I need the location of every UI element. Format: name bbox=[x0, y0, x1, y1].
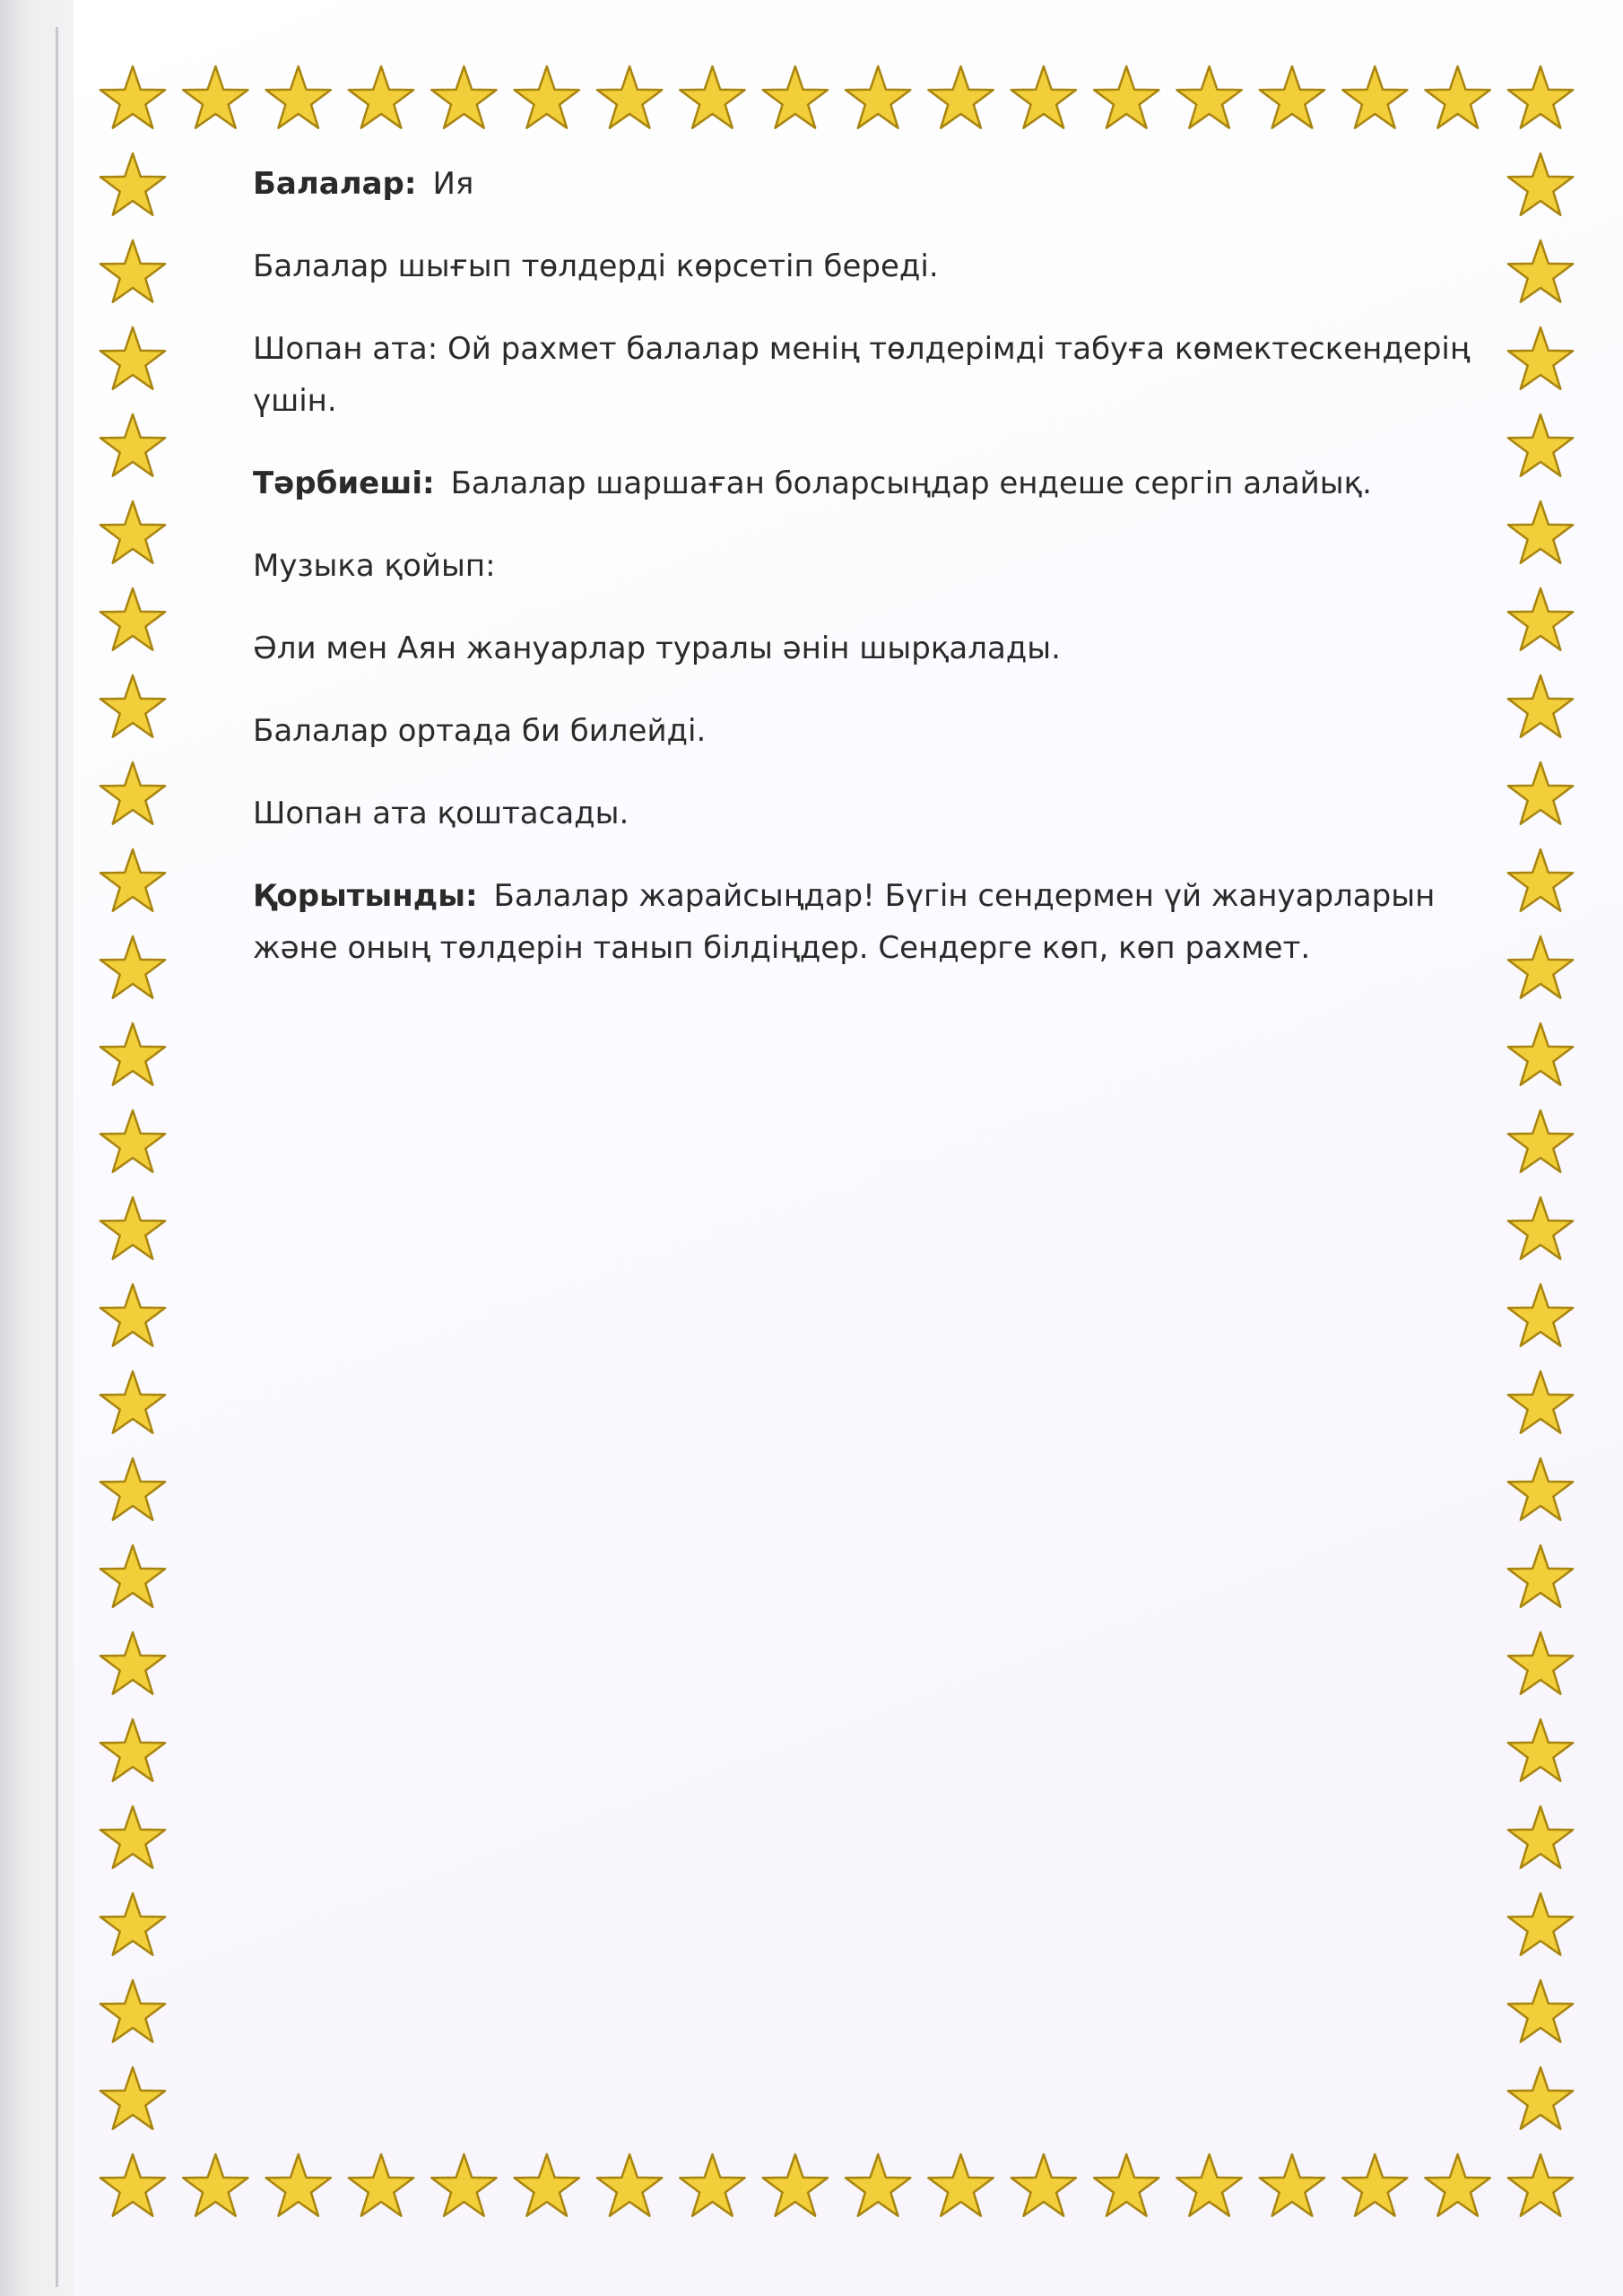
paragraph bbox=[253, 622, 1499, 674]
paragraph-text: Балалар ортада би билейді. bbox=[253, 713, 707, 749]
paragraph-text: Шопан ата қоштасады. bbox=[253, 796, 629, 831]
paragraph-text: Музыка қойып: bbox=[253, 548, 496, 584]
paragraph-text: Балалар шығып төлдерді көрсетіп береді. bbox=[253, 248, 939, 284]
paragraph-text: Балалар шаршаған боларсыңдар ендеше сергіп алайық. bbox=[450, 465, 1372, 501]
speaker-label: Тәрбиеші: bbox=[253, 465, 435, 501]
paragraph bbox=[253, 158, 1499, 210]
paragraph-text: Балалар жарайсыңдар! Бүгін сендермен үй жануарларын және оның төлдерін танып білдіңдер. Сендерге көп, көп рахмет. bbox=[253, 878, 1436, 966]
paragraph-text: Шопан ата: Ой рахмет балалар менің төлдерімді табуға көмектескендерің үшін. bbox=[253, 331, 1471, 419]
paragraph bbox=[253, 787, 1499, 839]
document-body bbox=[253, 158, 1499, 1004]
scan-edge bbox=[0, 0, 74, 2296]
paragraph bbox=[253, 457, 1499, 509]
paragraph-text: Ия bbox=[432, 166, 474, 202]
speaker-label: Қорытынды: bbox=[253, 878, 478, 914]
paragraph bbox=[253, 705, 1499, 757]
paragraph bbox=[253, 540, 1499, 592]
paragraph-text: Әли мен Аян жануарлар туралы әнін шырқалады. bbox=[253, 631, 1061, 666]
scan-edge-line bbox=[56, 27, 58, 2287]
speaker-label: Балалар: bbox=[253, 166, 417, 202]
paragraph bbox=[253, 870, 1499, 974]
paragraph bbox=[253, 323, 1499, 427]
paragraph bbox=[253, 240, 1499, 292]
